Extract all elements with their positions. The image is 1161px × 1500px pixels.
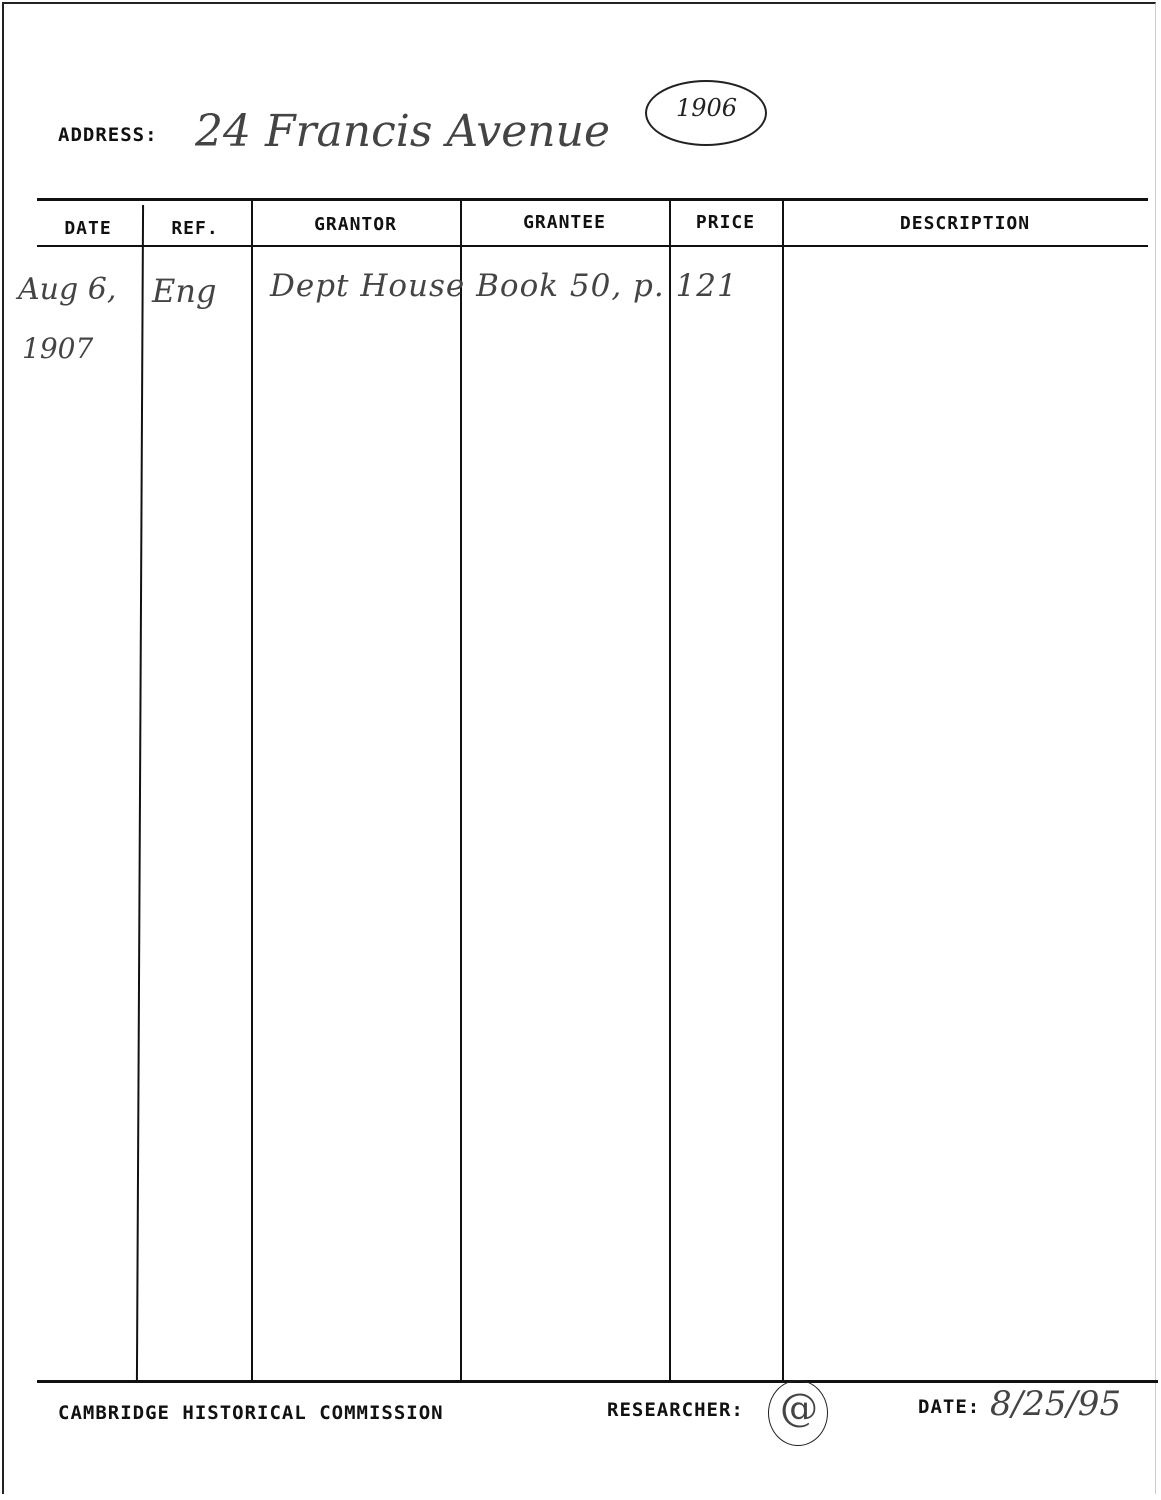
- column-header-ref: REF.: [171, 218, 219, 239]
- table-bottom-rule: [37, 1380, 1158, 1383]
- researcher-value: @: [780, 1386, 818, 1430]
- column-divider: [782, 198, 784, 1380]
- address-value: 24 Francis Avenue: [195, 106, 610, 157]
- entry-text: Dept House Book 50, p. 121: [270, 268, 738, 304]
- column-divider: [251, 200, 253, 1380]
- column-header-price: PRICE: [695, 212, 756, 233]
- entry-date-line2: 1907: [22, 332, 94, 365]
- column-divider: [460, 198, 462, 1380]
- footer-date-label: DATE:: [918, 1396, 981, 1418]
- year-circled: 1906: [676, 94, 738, 122]
- column-header-description: DESCRIPTION: [899, 213, 1031, 234]
- header-bottom-rule: [37, 245, 1148, 247]
- footer-date-value: 8/25/95: [990, 1384, 1122, 1424]
- column-header-grantee: GRANTEE: [523, 212, 606, 233]
- column-header-date: DATE: [64, 218, 112, 239]
- column-divider: [669, 200, 671, 1380]
- address-label: ADDRESS:: [58, 124, 158, 146]
- table-top-rule: [37, 198, 1148, 201]
- entry-ref: Eng: [152, 272, 217, 310]
- column-header-grantor: GRANTOR: [314, 214, 397, 235]
- entry-date-line1: Aug 6,: [18, 272, 117, 307]
- researcher-label: RESEARCHER:: [607, 1399, 744, 1421]
- organization-name: CAMBRIDGE HISTORICAL COMMISSION: [58, 1402, 444, 1424]
